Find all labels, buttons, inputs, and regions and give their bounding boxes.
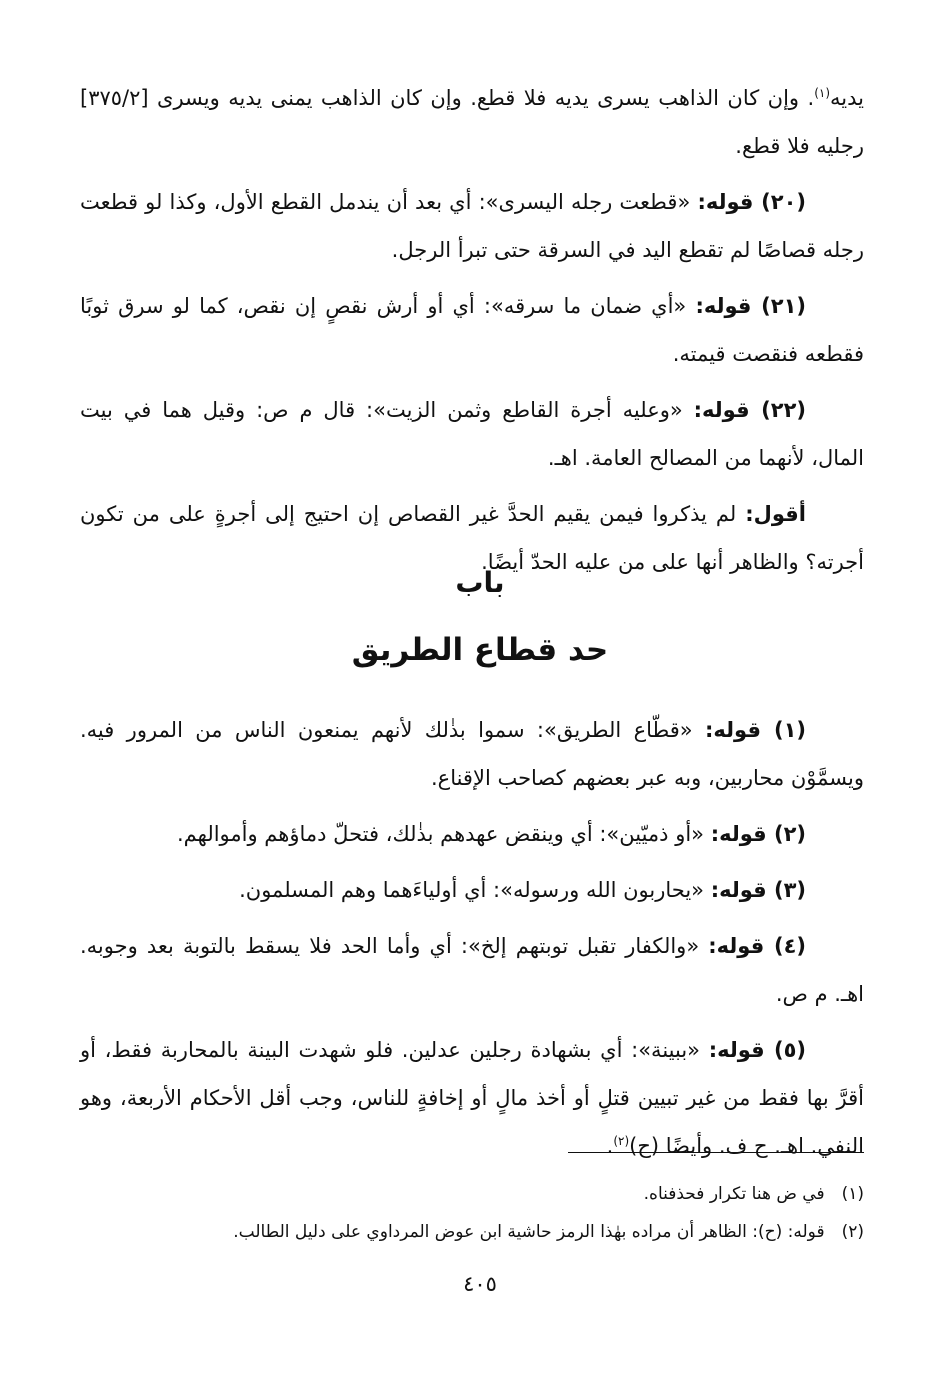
entry-text: «أي ضمان ما سرقه»: أي أو أرش نقصٍ إن نقص، كما لو سرق ثوبًا فقطعه فنقصت قيمته. <box>80 294 864 366</box>
footnotes <box>80 1175 864 1251</box>
commentary-label: أقول: <box>745 502 806 526</box>
entry-paragraph <box>80 866 864 914</box>
entry-text: «ببينة»: أي بشهادة رجلين عدلين. فلو شهدت البينة بالمحاربة فقط، أو أقرَّ بها فقط من غير تبيين قتلٍ أو أخذ مالٍ أو إخافةٍ للناس، وجب أقل الأحكام الأربعة، وهو النفي. اهـ. ح ف. وأيضًا (ح) <box>80 1038 864 1158</box>
main-text-top <box>80 74 864 594</box>
entry-text: «أو ذميّين»: أي وينقض عهدهم بذٰلك، فتحلّ دماؤهم وأموالهم. <box>176 822 705 846</box>
commentary-text: لم يذكروا فيمن يقيم الحدَّ غير القصاص إن احتيج إلى أجرةٍ على من تكون أجرته؟ والظاهر أنها على من عليه الحدّ أيضًا. <box>80 502 864 574</box>
page-number: ٤٠٥ <box>463 1272 497 1296</box>
entry-paragraph <box>80 386 864 482</box>
entry-label: (٢٢) قوله: <box>693 398 807 422</box>
entry-label: (١) قوله: <box>705 718 807 742</box>
entry-label: (٢١) قوله: <box>695 294 807 318</box>
chapter-label: باب <box>455 566 505 599</box>
entry-paragraph <box>80 178 864 274</box>
intro-text-a: يديه <box>830 86 864 110</box>
entry-paragraph <box>80 282 864 378</box>
entry-label: (٤) قوله: <box>708 934 806 958</box>
entry-text: «والكفار تقبل توبتهم إلخ»: أي وأما الحد فلا يسقط بالتوبة بعد وجوبه. اهـ. م ص. <box>80 934 864 1006</box>
entry-text: «قطعت رجله اليسرى»: أي بعد أن يندمل القطع الأول، وكذا لو قطعت رجله قصاصًا لم تقطع اليد في السرقة حتى تبرأ الرجل. <box>80 190 864 262</box>
footnote-divider <box>568 1152 864 1153</box>
footnote-text: في ض هنا تكرار فحذفناه. <box>643 1184 825 1204</box>
footnote-ref-2: (٢) <box>613 1134 630 1148</box>
entry-text: «يحاربون الله ورسوله»: أي أولياءَهما وهم المسلمون. <box>239 878 705 902</box>
entry-text: «وعليه أجرة القاطع وثمن الزيت»: قال م ص: وقيل هما في بيت المال، لأنهما من المصالح العامة. اهـ. <box>80 398 864 470</box>
footnote-number: (٢) <box>841 1222 864 1242</box>
entry-paragraph <box>80 810 864 858</box>
entry-label: (٣) قوله: <box>710 878 806 902</box>
entry-label: (٢) قوله: <box>710 822 806 846</box>
entry-paragraph <box>80 706 864 802</box>
main-text-bottom <box>80 706 864 1178</box>
footnote-ref-1: (١) <box>814 86 831 100</box>
entry-paragraph <box>80 922 864 1018</box>
intro-paragraph <box>80 74 864 170</box>
footnote-number: (١) <box>841 1184 864 1204</box>
entry-label: (٢٠) قوله: <box>697 190 806 214</box>
entry-label: (٥) قوله: <box>708 1038 807 1062</box>
intro-text-b: . وإن كان الذاهب يسرى يديه فلا قطع. وإن كان الذاهب يمنى يديه ويسرى [٣٧٥/٢] رجليه فلا قطع. <box>80 86 864 158</box>
footnote-item <box>80 1175 864 1213</box>
footnote-item <box>80 1213 864 1251</box>
chapter-title: حد قطاع الطريق <box>351 632 609 668</box>
entry-end-punct: . <box>606 1134 614 1158</box>
footnote-text: قوله: (ح): الظاهر أن مراده بهٰذا الرمز حاشية ابن عوض المرداوي على دليل الطالب. <box>233 1222 825 1242</box>
entry-text: «قطّاع الطريق»: سموا بذٰلك لأنهم يمنعون الناس من المرور فيه. ويسمَّوْن محاربين، وبه عبر بعضهم كصاحب الإقناع. <box>80 718 864 790</box>
entry-paragraph <box>80 1026 864 1170</box>
